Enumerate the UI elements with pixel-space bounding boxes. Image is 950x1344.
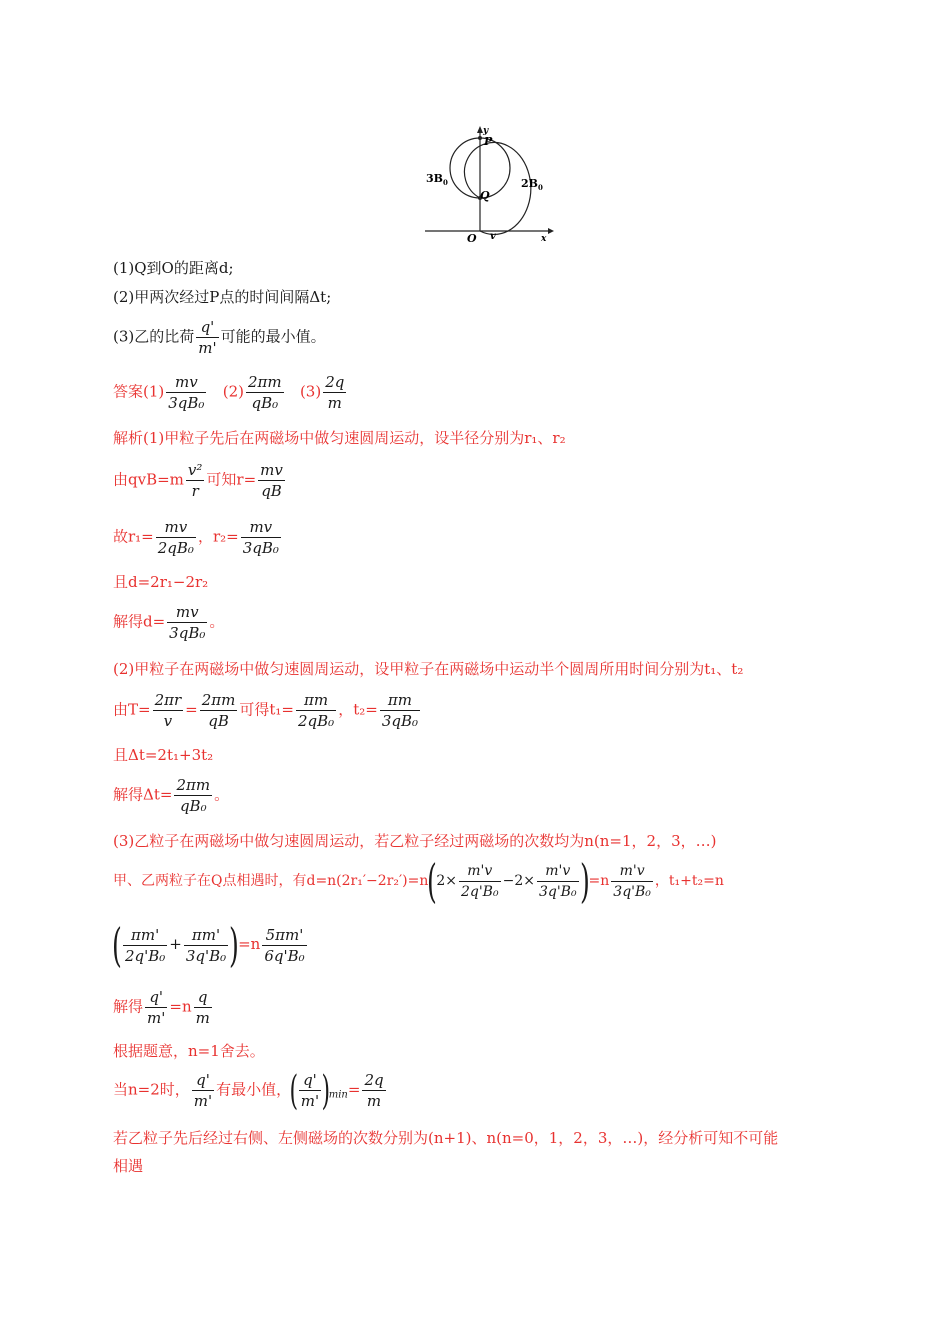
label-q: Q xyxy=(480,189,490,202)
analysis-line-16: 若乙粒子先后经过右侧、左侧磁场的次数分别为(n+1)、n(n=0，1，2，3，…)，经分析可知不可能 xyxy=(113,1129,779,1147)
analysis-line-17: 相遇 xyxy=(113,1157,144,1175)
label-p: P xyxy=(484,135,493,148)
analysis-line-11: 甲、乙两粒子在Q点相遇时，有d=n(2r₁′−2r₂′)=n(2× $\frac{m'v}{\text{2q'B₀}}$ −2× $\frac{m'v}{\text{3q'B₀}}$ )=n $\frac{m'v}{\text{3q'B₀}}$ ，t₁+t₂=n xyxy=(113,854,724,908)
question-3 xyxy=(113,317,326,358)
label-x: x xyxy=(541,234,547,244)
analysis-line-5: 解得d= $\frac{mv}{\text{3qB₀}}$ 。 xyxy=(113,603,225,642)
analysis-line-12: ( $\frac{\pi m'}{\text{2q'B₀}}$ + $\frac{\pi m'}{\text{3q'B₀}}$ )=n $\frac{5\pi m'}{\text{6q'B₀}}$ xyxy=(112,918,305,972)
left-field-label: $3B_0$ xyxy=(426,172,448,187)
analysis-line-4: 且d=2r₁−2r₂ xyxy=(113,573,209,591)
label-v: v xyxy=(490,231,496,242)
charge-ratio-fraction: $\frac{q'}{m'}$ xyxy=(198,318,217,357)
analysis-line-6: (2)甲粒子在两磁场中做匀速圆周运动，设甲粒子在两磁场中运动半个圆周所用时间分别为t₁、t₂ xyxy=(113,660,744,678)
analysis-line-3: 故r₁= $\frac{mv}{\text{2qB₀}}$ ，r₂= $\frac{mv}{\text{3qB₀}}$ xyxy=(113,518,279,557)
magnetic-field-diagram xyxy=(420,120,560,245)
label-y: y xyxy=(483,126,489,136)
analysis-line-10: (3)乙粒子在两磁场中做匀速圆周运动，若乙粒子经过两磁场的次数均为n(n=1，2，3，…) xyxy=(113,832,717,850)
label-o: O xyxy=(467,232,477,245)
answer-line: 答案(1) $\frac{mv}{\text{3qB₀}}$ (2) $\frac{2\pi m}{\text{qB₀}}$ (3) $\frac{2q}{m}$ xyxy=(113,373,345,412)
analysis-line-13: 解得 $\frac{q'}{m'}$ =n $\frac{q}{m}$ xyxy=(113,988,210,1027)
analysis-line-14: 根据题意，n=1舍去。 xyxy=(113,1042,265,1060)
analysis-line-1: 解析(1)甲粒子先后在两磁场中做匀速圆周运动，设半径分别为r₁、r₂ xyxy=(113,429,566,447)
analysis-line-15: 当n=2时， $\frac{q'}{m'}$ 有最小值，( $\frac{q'}{m'}$ )$_{min}=$ $\frac{2q}{m}$ xyxy=(113,1067,384,1114)
analysis-line-2: 由qvB=m $\frac{\text{v²}}{r}$ 可知r= $\frac{mv}{qB}$ xyxy=(113,461,283,500)
question-2: (2)甲两次经过P点的时间间隔Δt; xyxy=(113,288,332,306)
question-1: (1)Q到O的距离d; xyxy=(113,259,234,277)
point-p-dot xyxy=(478,136,482,140)
analysis-line-8: 且Δt=2t₁+3t₂ xyxy=(113,746,214,764)
q3-suffix: 可能的最小值。 xyxy=(220,327,326,346)
analysis-line-9: 解得Δt= $\frac{2\pi m}{\text{qB₀}}$ 。 xyxy=(113,776,230,815)
q3-prefix: (3)乙的比荷 xyxy=(113,327,195,346)
right-field-label: $2B_0$ xyxy=(521,177,543,192)
analysis-line-7: 由T= $\frac{2\pi r}{v}$ = $\frac{2\pi m}{qB}$ 可得t₁= $\frac{\pi m}{\text{2qB₀}}$ ，t₂= $\frac{\pi m}{\text{3qB₀}}$ xyxy=(113,691,418,730)
x-axis-arrow xyxy=(548,228,554,234)
